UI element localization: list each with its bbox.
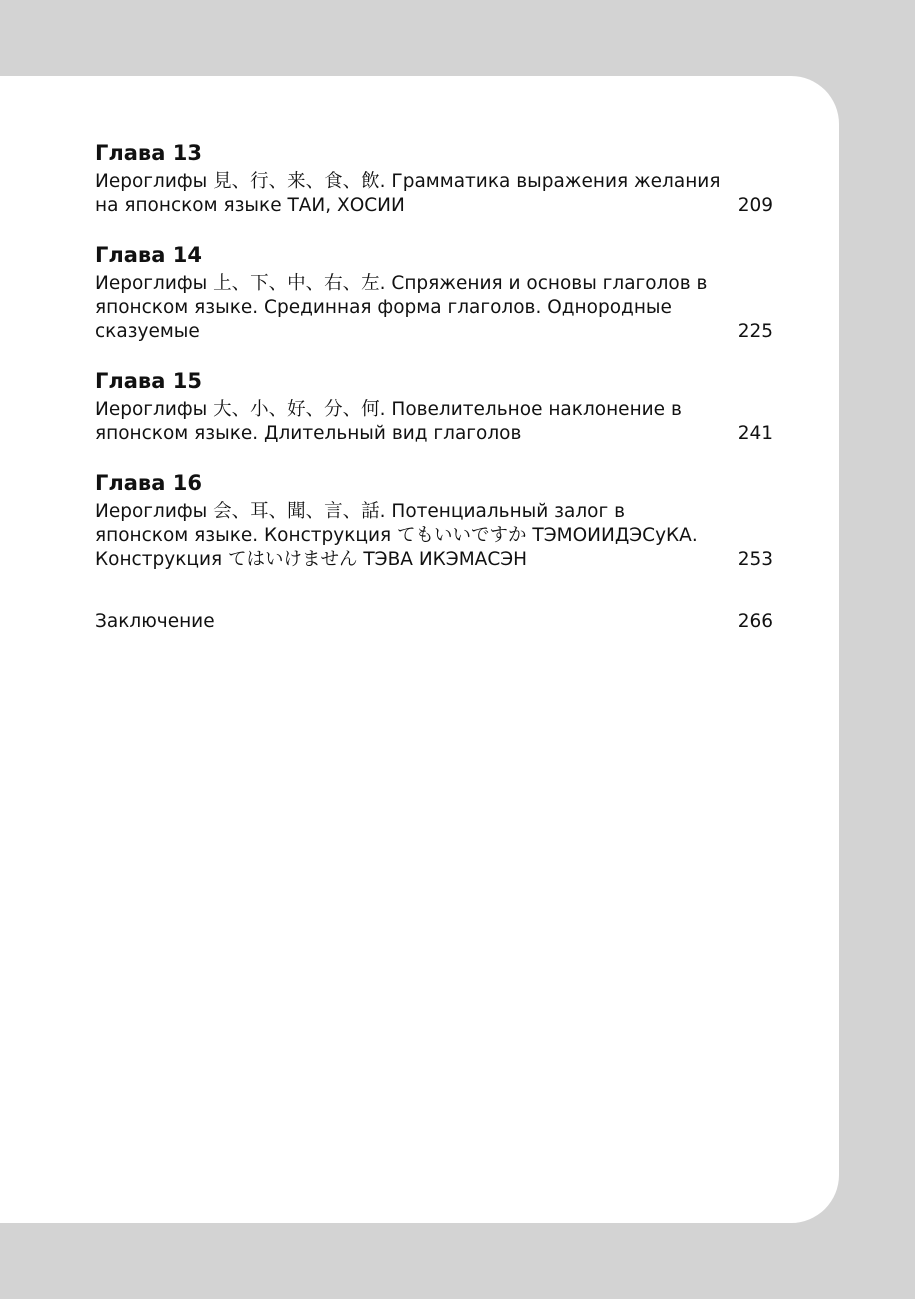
- conclusion-title: Заключение: [95, 611, 215, 632]
- toc-entry: [95, 398, 773, 446]
- toc-chapter-13[interactable]: [95, 140, 773, 218]
- page-number: 241: [737, 423, 773, 444]
- page-number: 266: [737, 611, 773, 632]
- page-number: 225: [737, 321, 773, 342]
- chapter-description: Иероглифы 上、下、中、右、左. Спряжения и основы глаголов в японском языке. Срединная форма глаголов. Однородные сказуемые: [95, 273, 708, 342]
- chapter-title: Глава 14: [95, 243, 202, 267]
- toc-chapter-15[interactable]: [95, 368, 773, 446]
- page-number: 209: [737, 195, 773, 216]
- toc-entry: [95, 170, 773, 218]
- chapter-title: Глава 16: [95, 471, 202, 495]
- toc-entry: [95, 272, 773, 344]
- page-number: 253: [737, 549, 773, 570]
- toc-entry: [95, 500, 773, 572]
- chapter-description: Иероглифы 見、行、来、食、飲. Грамматика выражения желания на японском языке ТАИ, ХОСИИ: [95, 171, 721, 216]
- chapter-title: Глава 15: [95, 369, 202, 393]
- chapter-description: Иероглифы 大、小、好、分、何. Повелительное наклонение в японском языке. Длительный вид глаголов: [95, 399, 682, 444]
- toc-conclusion[interactable]: [95, 610, 773, 634]
- chapter-title: Глава 13: [95, 141, 202, 165]
- toc-chapter-14[interactable]: [95, 242, 773, 344]
- table-of-contents: [95, 140, 773, 634]
- chapter-description: Иероглифы 会、耳、聞、言、話. Потенциальный залог в японском языке. Конструкция てもいいですか ТЭМОИИДЭСуКА. Конструкция てはいけません ТЭВА ИКЭМАСЭН: [95, 501, 698, 570]
- toc-chapter-16[interactable]: [95, 470, 773, 572]
